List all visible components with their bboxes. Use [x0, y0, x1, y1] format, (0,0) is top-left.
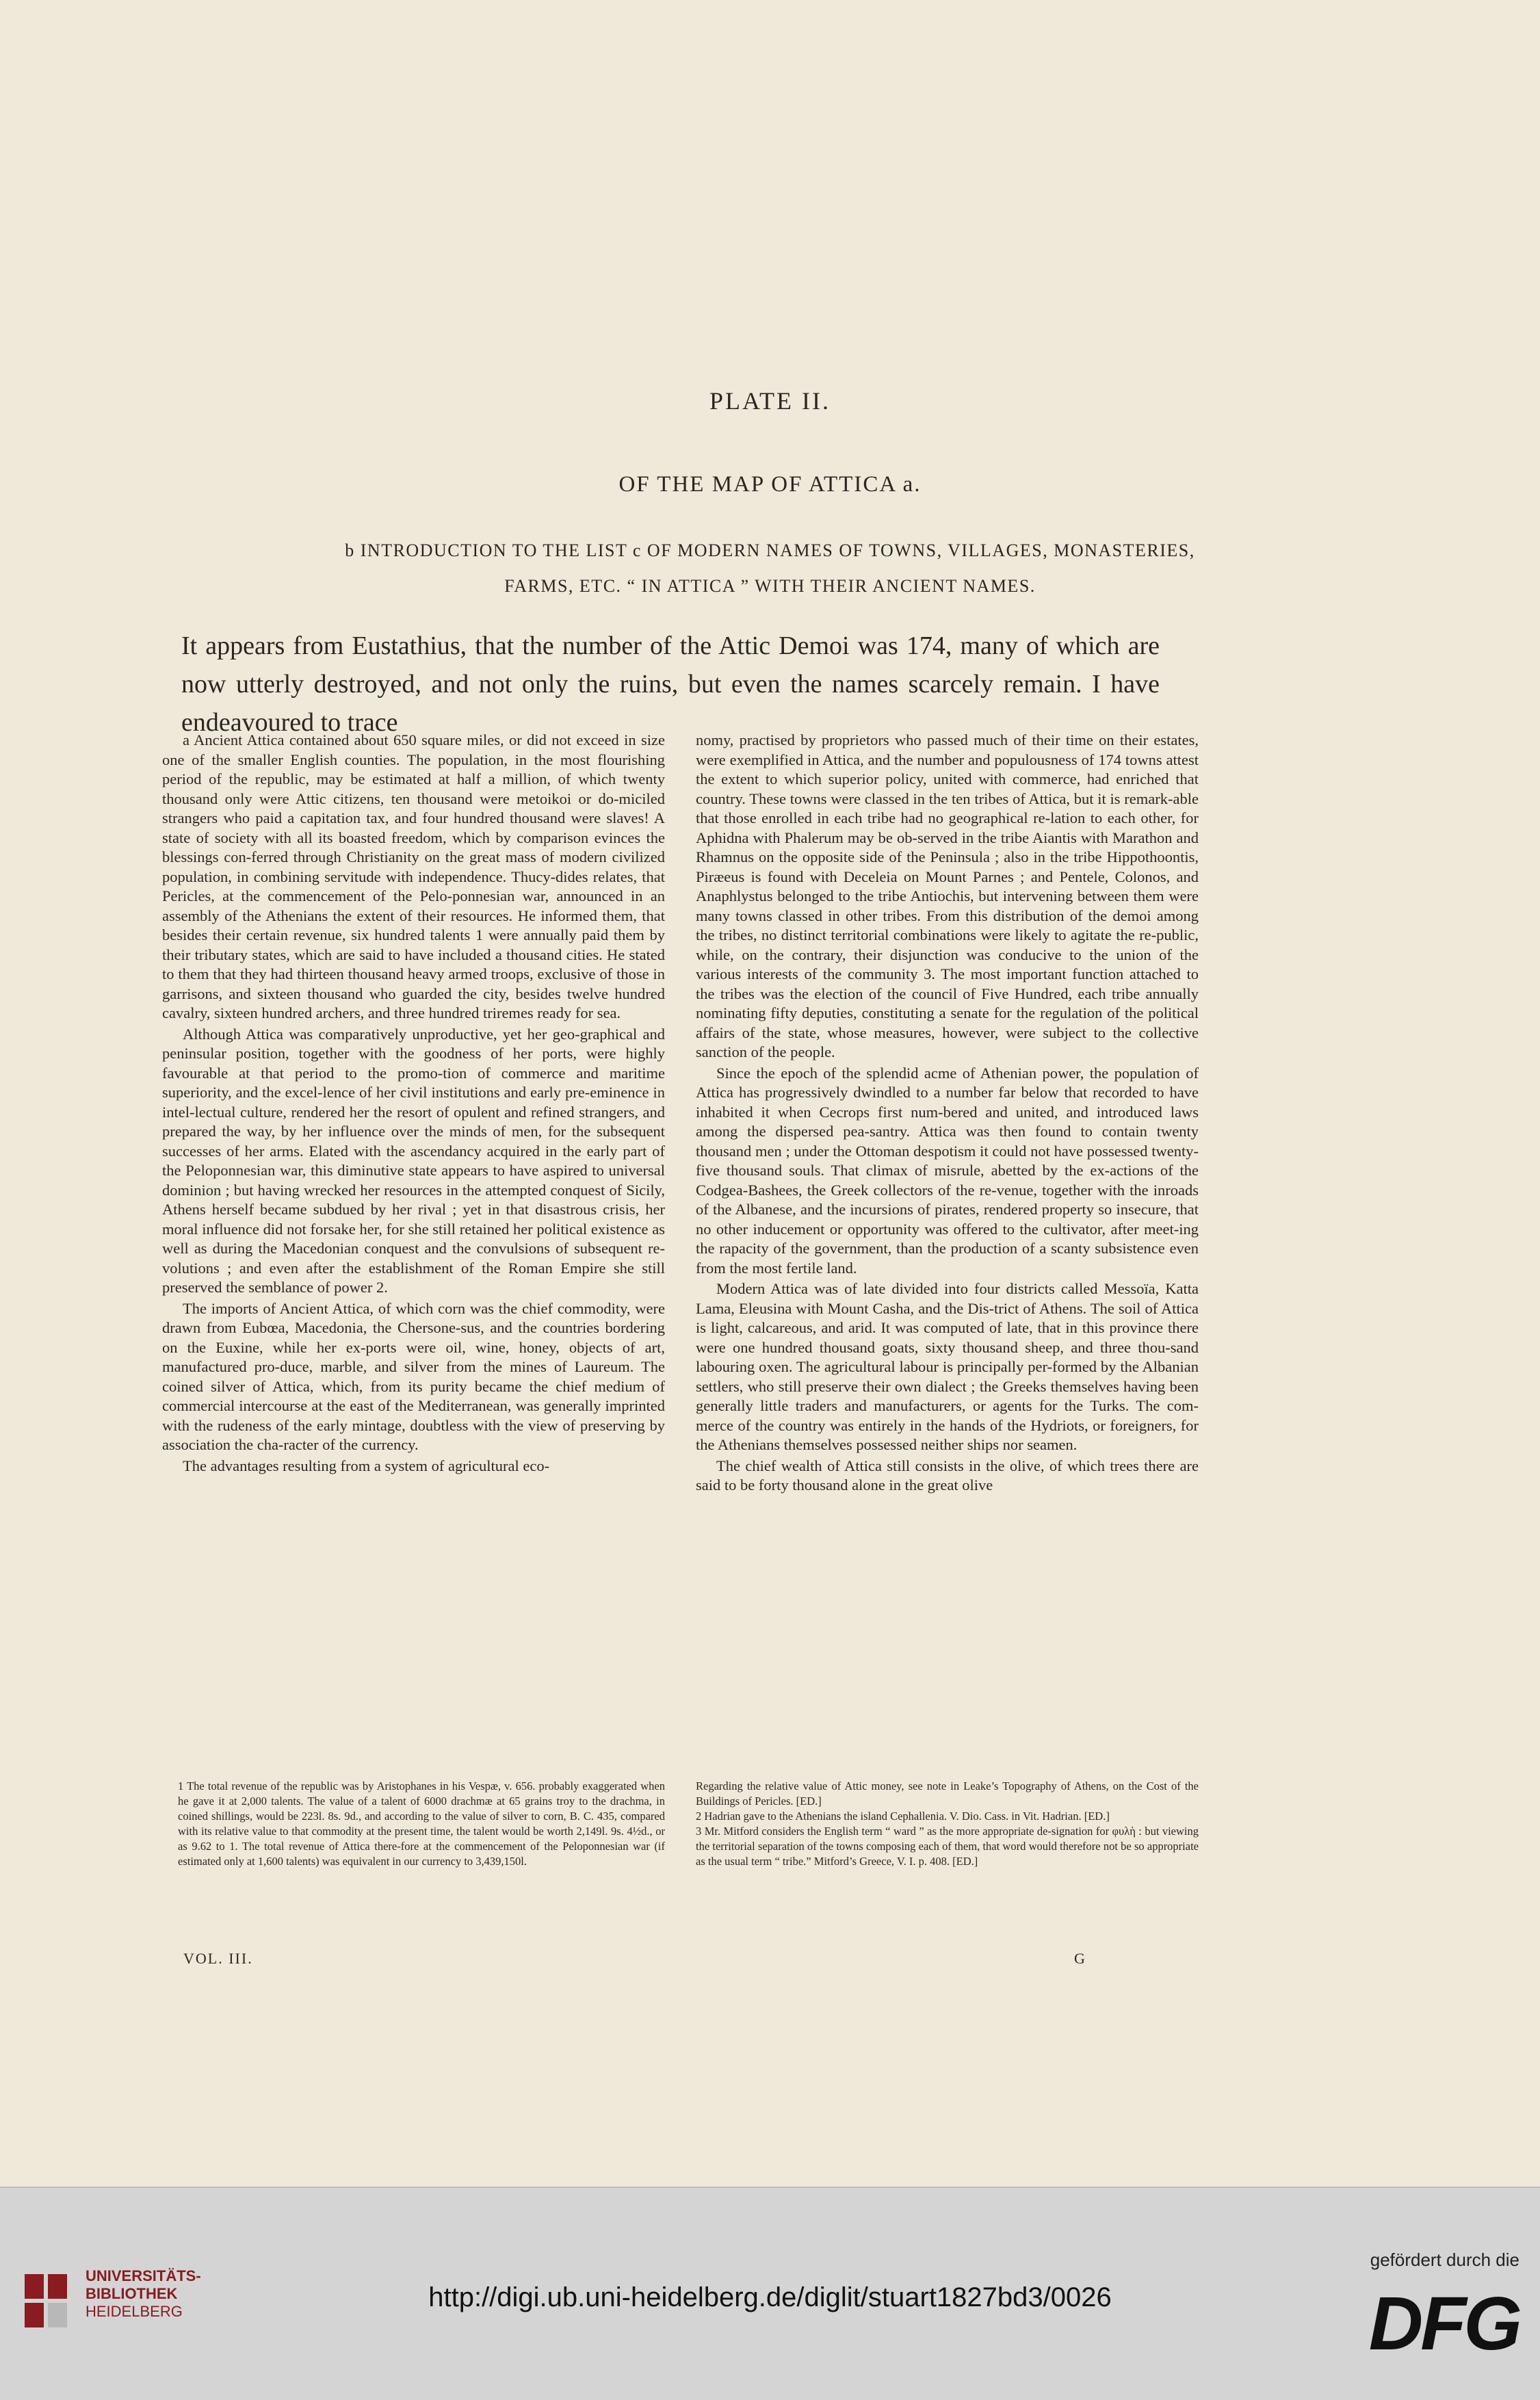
signature-mark: G — [1074, 1950, 1085, 1967]
introduction-heading-line-2: FARMS, ETC. “ IN ATTICA ” WITH THEIR ANCIENT NAMES. — [504, 576, 1036, 596]
library-name-line: UNIVERSITÄTS- — [86, 2267, 201, 2284]
footnote: 1 The total revenue of the republic was by Aristophanes in his Vespæ, v. 656. probably exaggerated when he gave it at 2,000 talents. The value of a talent of 6000 drachmæ at 65 grains troy to the drachma, in coined shillings, would be 223l. 8s. 9d., and according to the value of silver to corn, B. C. 435, compared with its relative value to that commodity at the present time, the talent would be worth 2,149l. 9s. 4½d., or as 9.62 to 1. The total revenue of Attica there-fore at the commencement of the Peloponnesian war (if estimated only at 1,600 talents) was equivalent in our currency to 3,439,150l. — [178, 1779, 665, 1868]
viewer-footer — [0, 2187, 1540, 2400]
left-column — [162, 731, 665, 1477]
lead-paragraph: It appears from Eustathius, that the number of the Attic Demoi was 174, many of which are now utterly destroyed, and not only the ruins, but even the names scarcely remain. I have endeavoured to trace — [181, 631, 1160, 737]
footnote: 2 Hadrian gave to the Athenians the island Cephallenia. V. Dio. Cass. in Vit. Hadrian. [ED.] — [696, 1810, 1110, 1823]
right-column — [696, 731, 1199, 1497]
dfg-logo: DFG — [1368, 2282, 1519, 2366]
left-paragraph: The imports of Ancient Attica, of which corn was the chief commodity, were drawn from Eubœa, Macedonia, the Chersone-sus, and the countries bordering on the Euxine, while her ex-ports were oil, wine, honey, objects of art, manufactured pro-duce, marble, and silver from the mines of Laureum. The coined silver of Attica, which, from its purity became the chief medium of commercial intercourse at the east of the Mediterranean, was generally imprinted with the rudeness of the early mintage, doubtless with the view of preserving by association the cha-racter of the currency. — [162, 1299, 665, 1453]
funded-by-label: gefördert durch die — [1370, 2249, 1519, 2270]
right-paragraph: nomy, practised by proprietors who passed much of their time on their estates, were exemplified in Attica, and the number and populousness of 174 towns attest the extent to which superior policy, united with commerce, had enriched that country. These towns were classed in the ten tribes of Attica, but it is remark-able that those enrolled in each tribe had no geographical re-lation to each other, for Aphidna with Phalerum may be ob-served in the tribe Aiantis with Marathon and Rhamnus on the opposite side of the Peninsula ; also in the tribe Hippothoontis, Piræeus is found with Deceleia on Mount Parnes ; and Pentele, Colonos, and Anaphlystus belonged to the tribe Antiochis, but intervening between them were many towns classed in other tribes. From this distribution of the demoi among the tribes, no distinct territorial combinations were likely to agitate the re-public, while, on the contrary, their disjunction was conducive to the union of the various interests of the community 3. The most important function attached to the tribes was the election of the council of Five Hundred, each tribe annually nominating fifty deputies, constituting a senate for the regulation of the political affairs of the state, whose measures, however, were subject to the collective sanction of the people. — [696, 731, 1199, 1060]
library-name-line: HEIDELBERG — [86, 2303, 183, 2320]
introduction-heading-line-1: b INTRODUCTION TO THE LIST c OF MODERN NAMES OF TOWNS, VILLAGES, MONASTERIES, — [345, 540, 1195, 560]
right-paragraph: Modern Attica was of late divided into four districts called Messoïa, Katta Lama, Eleusina with Mount Casha, and the Dis-trict of Athens. The soil of Attica is light, calcareous, and arid. It was computed of late, that in this province there were one hundred thousand goats, sixty thousand sheep, and three thou-sand labouring oxen. The agricultural labour is principally per-formed by the Albanian settlers, who still preserve their own dialect ; the Greeks themselves having been generally little traders and manufacturers, or agents for the Turks. The com-merce of the country was entirely in the hands of the Hydriots, or foreigners, for the Athenians themselves possessed neither ships nor seamen. — [696, 1280, 1199, 1453]
right-paragraph: The chief wealth of Attica still consists in the olive, of which trees there are said to be forty thousand alone in the great olive — [696, 1457, 1199, 1494]
map-title: OF THE MAP OF ATTICA a. — [618, 472, 922, 497]
left-paragraph: The advantages resulting from a system of agricultural eco- — [183, 1457, 550, 1474]
footnote: Regarding the relative value of Attic money, see note in Leake’s Topography of Athens, on the Cost of the Buildings of Pericles. [ED.] — [696, 1779, 1199, 1808]
volume-label: VOL. III. — [183, 1950, 253, 1967]
footnote: 3 Mr. Mitford considers the English term “ ward ” as the more appropriate de-signation for φυλὴ : but viewing the territorial separation of the towns composing each of them, that word would therefore not be so appropriate as the usual term “ tribe.” Mitford’s Greece, V. I. p. 408. [ED.] — [696, 1825, 1199, 1868]
footnotes-right — [696, 1779, 1199, 1869]
permalink-url[interactable]: http://digi.ub.uni-heidelberg.de/diglit/stuart1827bd3/0026 — [428, 2282, 1112, 2312]
right-paragraph: Since the epoch of the splendid acme of Athenian power, the population of Attica has progressively dwindled to a number far below that recorded to have inhabited it when Cecrops first num-bered and united, and introduced laws among the dispersed pea-santry. Attica was then found to contain twenty thousand men ; under the Ottoman despotism it could not have possessed twenty-five thousand souls. That climax of misrule, abetted by the ex-actions of the Codgea-Bashees, the Greek collectors of the re-venue, together with the inroads of the Albanese, and the incursions of pirates, rendered property so insecure, that no other inducement or opportunity was offered to the cultivator, after meet-ing the rapacity of the government, than the production of a scanty subsistence even from the most fertile land. — [696, 1064, 1199, 1277]
library-name-line: BIBLIOTHEK — [86, 2285, 178, 2302]
footnotes-left — [178, 1779, 665, 1869]
left-paragraph: a Ancient Attica contained about 650 square miles, or did not exceed in size one of the smaller English counties. The population, in the most flourishing period of the republic, may be estimated at half a million, of which twenty thousand only were Attic citizens, ten thousand were metoikoi or do-miciled strangers who paid a capitation tax, and four hundred thousand were slaves! A state of society with all its boasted freedom, which by comparison evinces the blessings con-ferred through Christianity on the great mass of modern civilized population, in combining servitude with independence. Thucy-dides relates, that Pericles, at the commencement of the Pelo-ponnesian war, announced in an assembly of the Athenians the extent of their resources. He informed them, that besides their certain revenue, six hundred talents 1 were annually paid them by their tributary states, which are said to have included a thousand cities. He stated to them that they had thirteen thousand heavy armed troops, exclusive of those in garrisons, and sixteen thousand who guarded the city, besides twelve hundred cavalry, sixteen hundred archers, and three hundred triremes ready for sea. — [162, 731, 665, 1021]
plate-title: PLATE II. — [709, 387, 831, 415]
left-paragraph: Although Attica was comparatively unproductive, yet her geo-graphical and peninsular position, together with the goodness of her ports, were highly favourable at that period to the promo-tion of commerce and maritime superiority, and the excel-lence of her civil institutions and early pre-eminence in intel-lectual culture, rendered her the resort of opulent and refined strangers, and prepared the way, by her influence over the minds of men, for the subsequent successes of her arms. Elated with the ascendancy acquired in the early part of the Peloponnesian war, this diminutive state appears to have aspired to universal dominion ; but having wrecked her resources in the attempted conquest of Sicily, Athens herself became subdued by her rival ; yet in that disastrous crisis, her moral influence did not forsake her, for she still retained her political existence as well as during the Macedonian conquest and the convulsions of subsequent re-volutions ; and even after the establishment of the Roman Empire she still preserved the semblance of power 2. — [162, 1025, 665, 1296]
